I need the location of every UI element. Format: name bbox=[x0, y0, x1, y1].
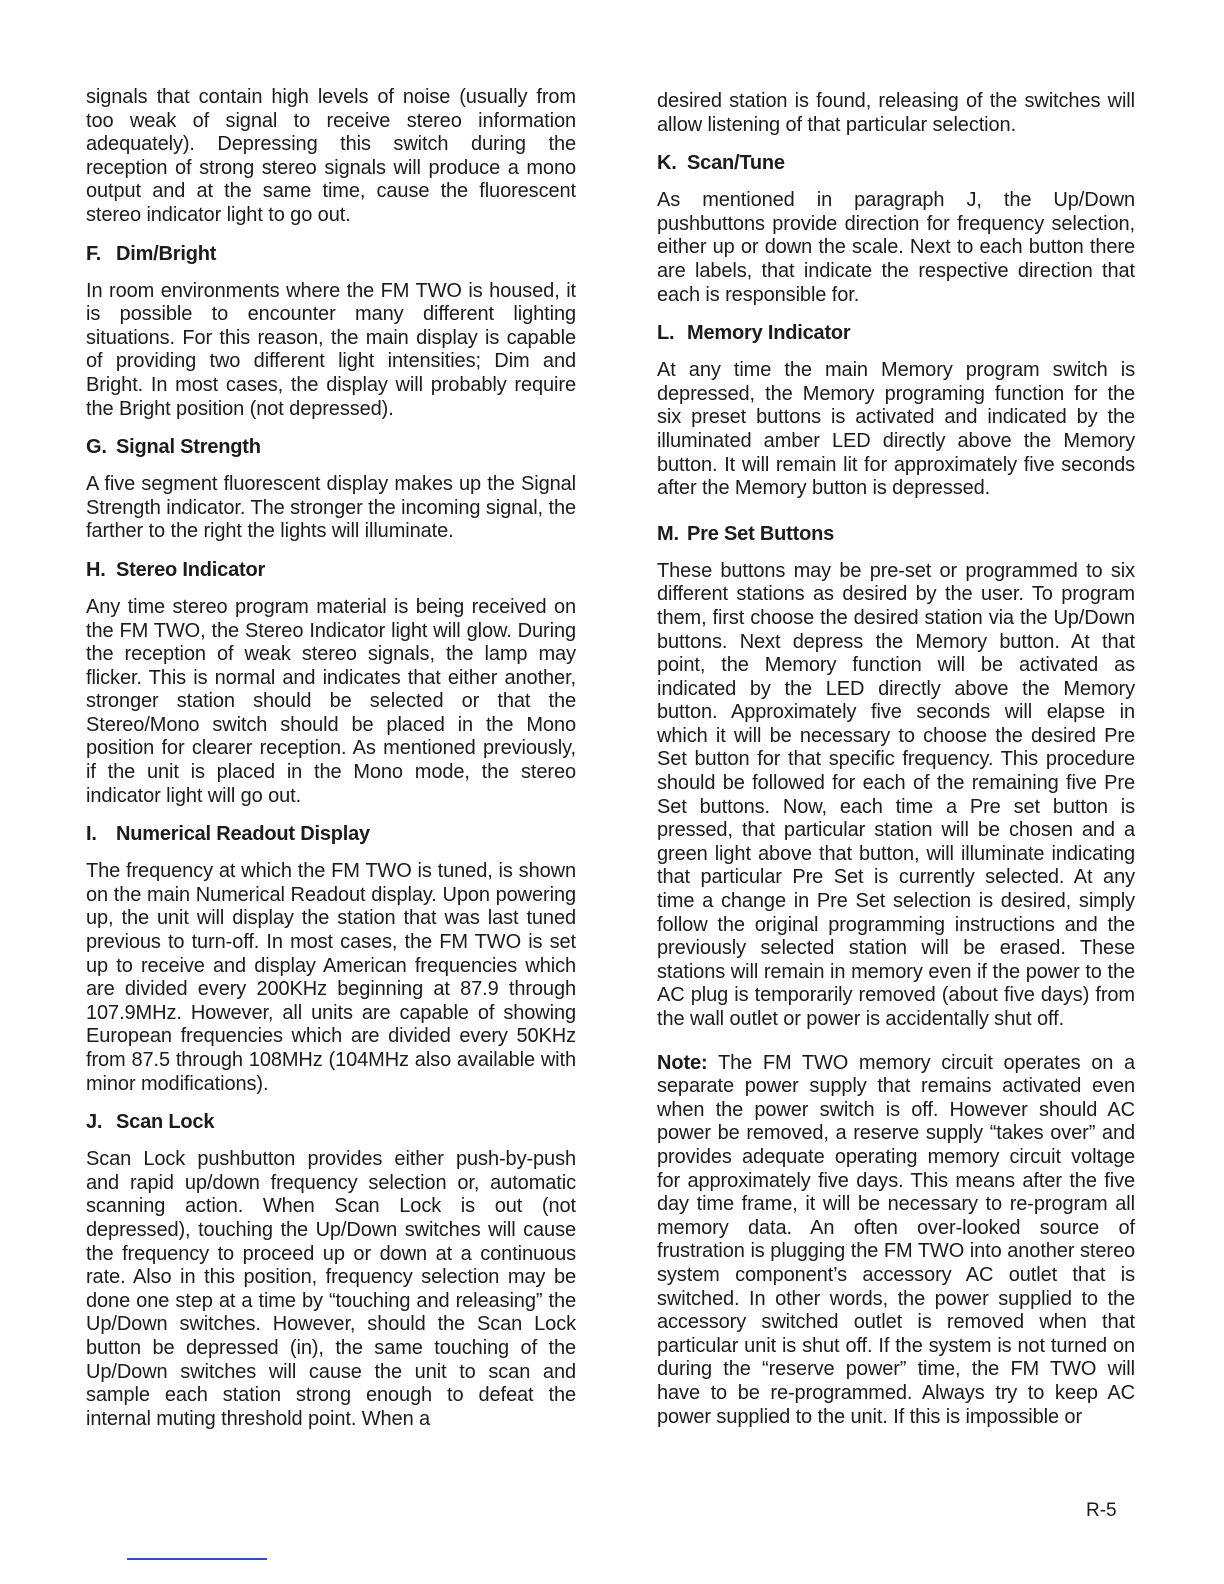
heading-scan-tune: K. Scan/Tune bbox=[657, 152, 785, 175]
right-intro-paragraph: desired station is found, releasing of the switches will allow listening of that particular selection. bbox=[657, 90, 1135, 136]
right-column bbox=[657, 90, 1135, 1442]
heading-numerical-readout: I. Numerical Readout Display bbox=[86, 823, 370, 846]
signal-strength-paragraph: A five segment fluorescent display makes up the Signal Strength indicator. The stronger the incoming signal, the farther to the right the lights will illuminate. bbox=[86, 473, 576, 543]
footer-rule bbox=[127, 1558, 267, 1560]
note-body: The FM TWO memory circuit operates on a separate power supply that remains activated even when the power switch is off. However should AC power be removed, a reserve supply “takes over” and provides adequate operating memory circuit voltage for approximately five days. This means after the five day time frame, it will be necessary to re-program all memory data. An often over-looked source of frustration is plugging the FM TWO into another stereo system component’s accessory AC outlet that is switched. In other words, the power supplied to the accessory switched outlet is removed when that particular unit is shut off. If the system is not turned on during the “reserve power” time, the FM TWO will have to be re-programmed. Always try to keep AC power supplied to the unit. If this is impossible or bbox=[657, 1051, 1135, 1428]
heading-scan-lock: J. Scan Lock bbox=[86, 1111, 215, 1134]
scan-lock-paragraph: Scan Lock pushbutton provides either push-by-push and rapid up/down frequency selection or, automatic scanning action. When Scan Lock is out (not depressed), touching the Up/Down switches will cause the frequency to proceed up or down at a continuous rate. Also in this position, frequency selection may be done one step at a time by “touching and releasing” the Up/Down switches. However, should the Scan Lock button be depressed (in), the same touching of the Up/Down switches will cause the unit to scan and sample each station strong enough to defeat the internal muting threshold point. When a bbox=[86, 1148, 576, 1430]
heading-pre-set-buttons: M. Pre Set Buttons bbox=[657, 522, 835, 545]
heading-memory-indicator: L. Memory Indicator bbox=[657, 322, 851, 345]
scan-tune-paragraph: As mentioned in paragraph J, the Up/Down pushbuttons provide direction for frequency selection, either up or down the scale. Next to each button there are labels, that indicate the respective direction that each is responsible for. bbox=[657, 189, 1135, 306]
numerical-readout-paragraph: The frequency at which the FM TWO is tuned, is shown on the main Numerical Readout display. Upon powering up, the unit will display the station that was last tuned previous to turn-off. In most cases, the FM TWO is set up to receive and display American frequencies which are divided every 200KHz beginning at 87.9 through 107.9MHz. However, all units are capable of showing European frequencies which are divided every 50KHz from 87.5 through 108MHz (104MHz also available with minor modifications). bbox=[86, 860, 576, 1095]
page-number: R-5 bbox=[1086, 1500, 1117, 1521]
heading-stereo-indicator: H. Stereo Indicator bbox=[86, 558, 266, 581]
note-paragraph bbox=[657, 1052, 1135, 1430]
memory-indicator-paragraph: At any time the main Memory program switch is depressed, the Memory programing function for the six preset buttons is activated and indicated by the illuminated amber LED directly above the Memory button. It will remain lit for approximately five seconds after the Memory button is depressed. bbox=[657, 359, 1135, 500]
stereo-indicator-paragraph: Any time stereo program material is being received on the FM TWO, the Stereo Indicator light will glow. During the reception of weak stereo signals, the lamp may flicker. This is normal and indicates that either another, stronger station should be selected or that the Stereo/Mono switch should be placed in the Mono position for clearer reception. As mentioned previously, if the unit is placed in the Mono mode, the stereo indicator light will go out. bbox=[86, 595, 576, 807]
heading-dim-bright: F. Dim/Bright bbox=[86, 242, 217, 265]
dim-bright-paragraph: In room environments where the FM TWO is housed, it is possible to encounter many different lighting situations. For this reason, the main display is capable of providing two different light intensities; Dim and Bright. In most cases, the display will probably require the Bright position (not depressed). bbox=[86, 279, 576, 420]
pre-set-buttons-paragraph: These buttons may be pre-set or programmed to six different stations as desired by the user. To program them, first choose the desired station via the Up/Down buttons. Next depress the Memory button. At that point, the Memory function will be activated as indicated by the LED directly above the Memory button. Approximately five seconds will elapse in which it will be necessary to choose the desired Pre Set button for that specific frequency. This procedure should be followed for each of the remaining five Pre Set buttons. Now, each time a Pre set button is pressed, that particular station will be chosen and a green light above that button, will illuminate indicating that particular Pre Set is currently selected. At any time a change in Pre Set selection is desired, simply follow the original programming instructions and the previously selected station will be erased. These stations will remain in memory even if the power to the AC plug is temporarily removed (about five days) from the wall outlet or power is accidentally shut off. bbox=[657, 559, 1135, 1030]
left-column bbox=[86, 86, 576, 1444]
left-intro-paragraph: signals that contain high levels of noise (usually from too weak of signal to receive stereo information adequately). Depressing this switch during the reception of strong stereo signals will produce a mono output and at the same time, cause the fluorescent stereo indicator light to go out. bbox=[86, 86, 576, 226]
heading-signal-strength: G. Signal Strength bbox=[86, 436, 261, 459]
note-label: Note: bbox=[657, 1051, 708, 1074]
